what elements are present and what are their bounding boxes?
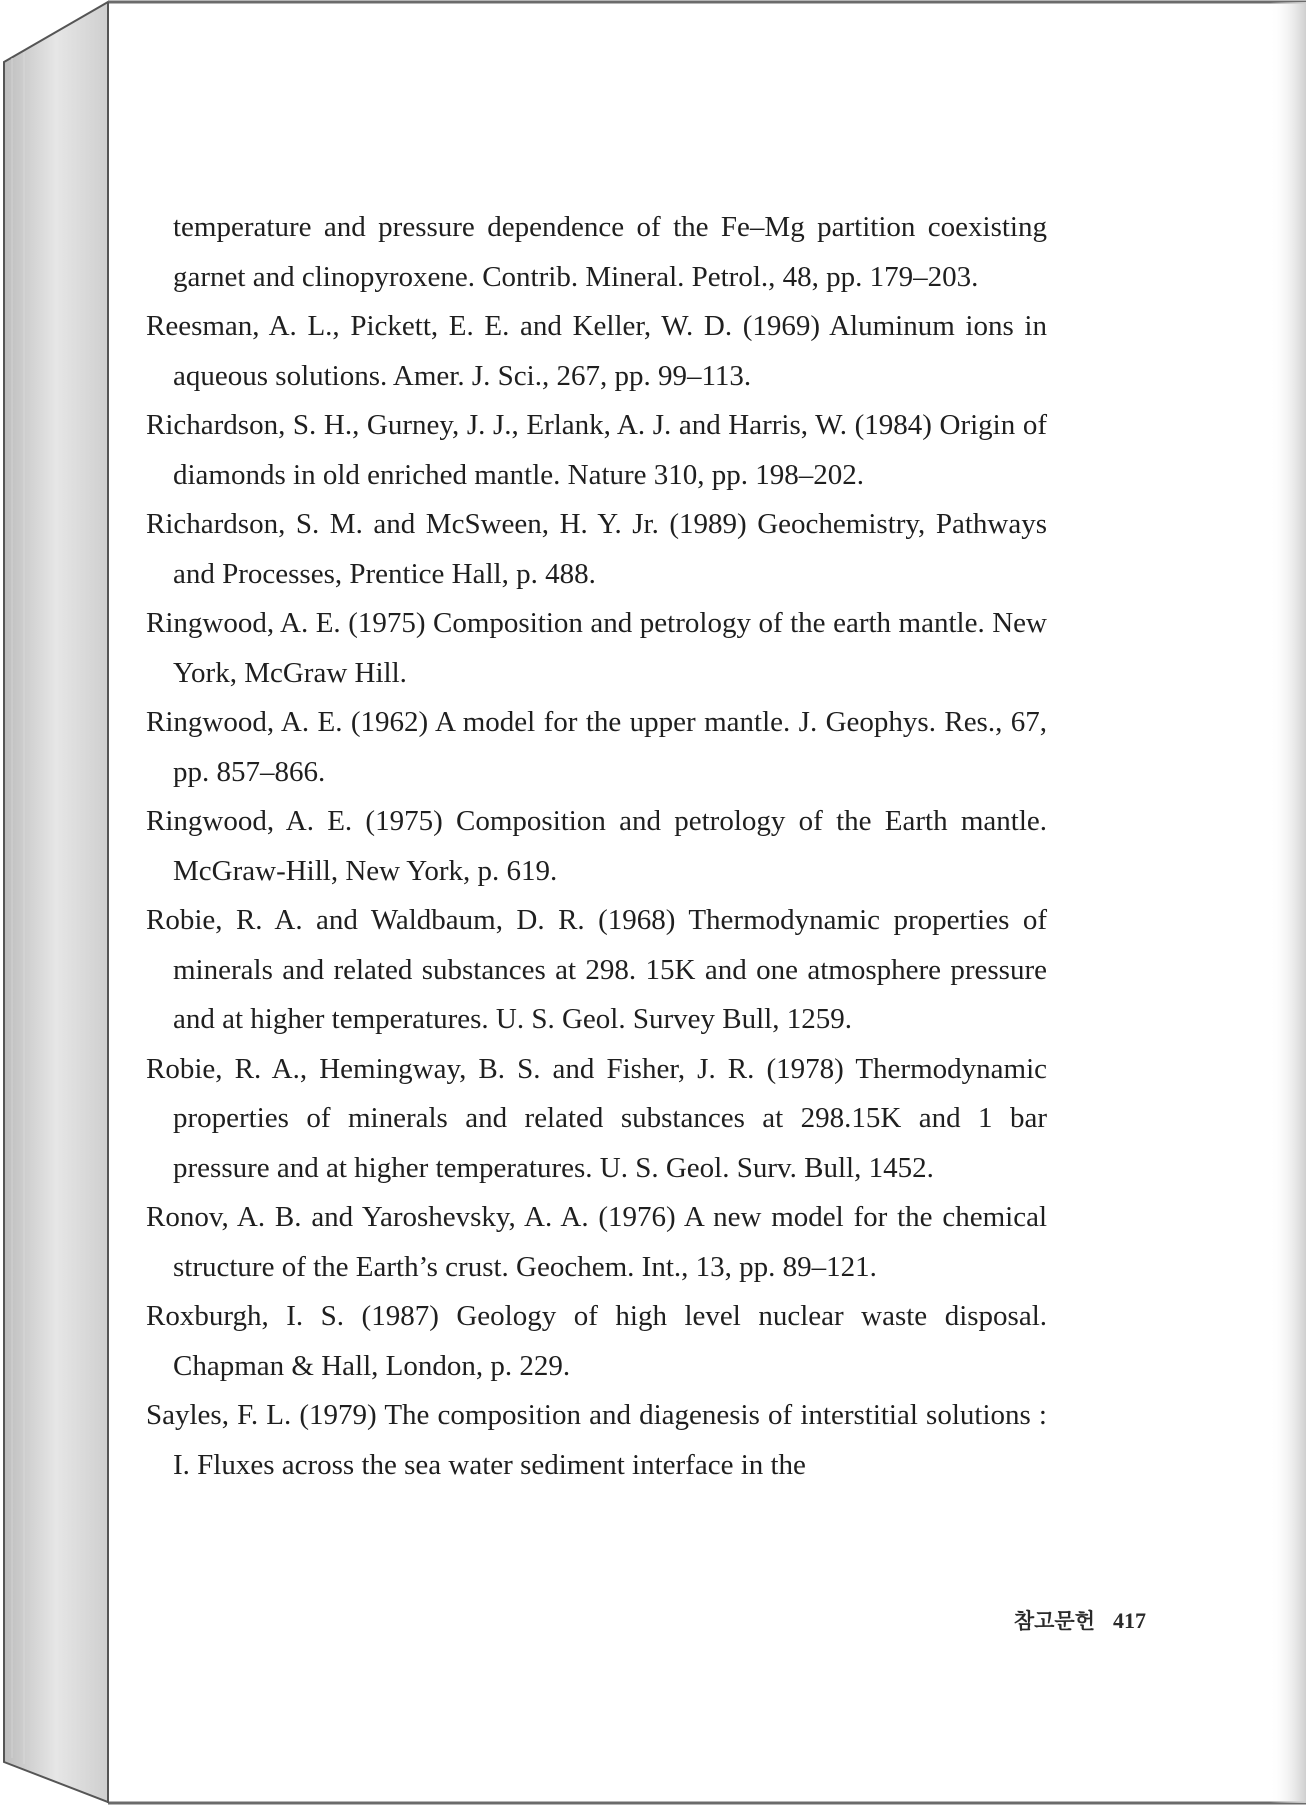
reference-entry: Ringwood, A. E. (1975) Composition and petrology of the Earth mantle. McGraw-Hill, New York, p. 619. (146, 805, 1047, 887)
reference-entry: Sayles, F. L. (1979) The composition and diagenesis of interstitial solutions : I. Fluxes across the sea water sediment interface in the (146, 1399, 1047, 1481)
reference-entry-continued: temperature and pressure dependence of the Fe–Mg partition coexisting garnet and clinopyroxene. Contrib. Mineral. Petrol., 48, pp. 179–203. (173, 211, 1047, 293)
section-label: 참고문헌 (1013, 1609, 1095, 1633)
reference-entry: Ringwood, A. E. (1962) A model for the upper mantle. J. Geophys. Res., 67, pp. 857–866. (146, 706, 1047, 788)
reference-list (146, 203, 1047, 1490)
reference-entry: Ringwood, A. E. (1975) Composition and petrology of the earth mantle. New York, McGraw Hill. (146, 607, 1047, 689)
reference-entry: Robie, R. A. and Waldbaum, D. R. (1968) Thermodynamic properties of minerals and related substances at 298. 15K and one atmosphere pressure and at higher temperatures. U. S. Geol. Survey Bull, 1259. (146, 904, 1047, 1035)
page-footer (1014, 1605, 1146, 1635)
page-number: 417 (1113, 1608, 1146, 1633)
reference-entry: Roxburgh, I. S. (1987) Geology of high level nuclear waste disposal. Chapman & Hall, London, p. 229. (146, 1300, 1047, 1382)
reference-entry: Richardson, S. M. and McSween, H. Y. Jr. (1989) Geochemistry, Pathways and Processes, Prentice Hall, p. 488. (146, 508, 1047, 590)
reference-entry: Ronov, A. B. and Yaroshevsky, A. A. (1976) A new model for the chemical structure of the Earth’s crust. Geochem. Int., 13, pp. 89–121. (146, 1201, 1047, 1283)
reference-entry: Robie, R. A., Hemingway, B. S. and Fisher, J. R. (1978) Thermodynamic properties of minerals and related substances at 298.15K and 1 bar pressure and at higher temperatures. U. S. Geol. Surv. Bull, 1452. (146, 1052, 1047, 1184)
reference-entry: Reesman, A. L., Pickett, E. E. and Keller, W. D. (1969) Aluminum ions in aqueous solutions. Amer. J. Sci., 267, pp. 99–113. (146, 310, 1047, 392)
reference-entry: Richardson, S. H., Gurney, J. J., Erlank, A. J. and Harris, W. (1984) Origin of diamonds in old enriched mantle. Nature 310, pp. 198–202. (146, 409, 1047, 491)
